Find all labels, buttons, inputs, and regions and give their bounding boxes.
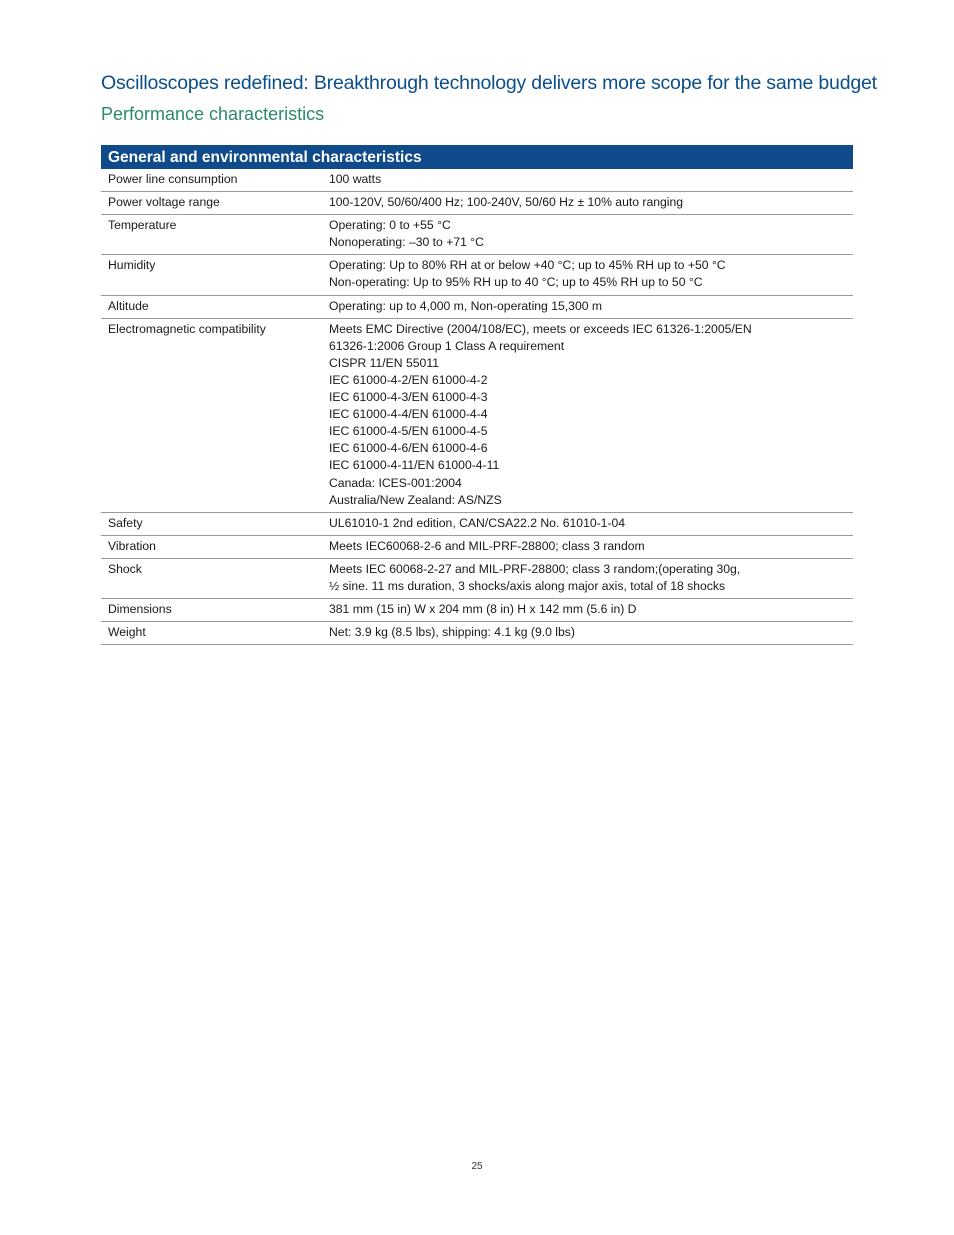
row-value [329, 298, 853, 315]
value-line: CISPR 11/EN 55011 [329, 355, 439, 370]
value-line: UL61010-1 2nd edition, CAN/CSA22.2 No. 61010-1-04 [329, 515, 626, 530]
value-line: Non-operating: Up to 95% RH up to 40 °C; up to 45% RH up to 50 °C [329, 275, 703, 290]
row-value [329, 561, 853, 595]
value-line: Canada: ICES-001:2004 [329, 475, 462, 490]
page-number: 25 [471, 1161, 483, 1172]
page-title: Oscilloscopes redefined: Breakthrough technology delivers more scope for the same budget [101, 72, 877, 94]
value-line: 100 watts [329, 172, 382, 186]
row-label: Vibration [108, 538, 156, 553]
value-line: 381 mm (15 in) W x 204 mm (8 in) H x 142 mm (5.6 in) D [329, 602, 637, 617]
row-value [329, 217, 853, 251]
value-line: Meets IEC 60068-2-27 and MIL-PRF-28800; class 3 random;(operating 30g, [329, 561, 741, 576]
table-row [101, 599, 853, 622]
value-line: IEC 61000-4-2/EN 61000-4-2 [329, 372, 488, 387]
table-row [101, 319, 853, 513]
value-line: Operating: up to 4,000 m, Non-operating 15,300 m [329, 298, 603, 313]
value-line: IEC 61000-4-6/EN 61000-4-6 [329, 441, 488, 456]
value-line: Meets EMC Directive (2004/108/EC), meets or exceeds IEC 61326-1:2005/EN [329, 321, 752, 336]
table-row [101, 513, 853, 536]
row-label: Humidity [108, 258, 156, 273]
table-row [101, 169, 853, 192]
value-line: IEC 61000-4-11/EN 61000-4-11 [329, 458, 500, 473]
table-row [101, 255, 853, 295]
row-value [329, 257, 853, 291]
row-label: Temperature [108, 218, 177, 233]
value-line: Australia/New Zealand: AS/NZS [329, 492, 502, 507]
value-line: Operating: 0 to +55 °C [329, 218, 451, 233]
table-row [101, 296, 853, 319]
row-value [329, 171, 853, 188]
row-value [329, 601, 853, 618]
row-label: Weight [108, 625, 146, 640]
value-line: Meets IEC60068-2-6 and MIL-PRF-28800; class 3 random [329, 538, 645, 553]
table-row [101, 559, 853, 599]
value-line: Operating: Up to 80% RH at or below +40 °C; up to 45% RH up to +50 °C [329, 258, 726, 273]
table-row [101, 192, 853, 215]
row-label: Safety [108, 515, 143, 530]
table-header: General and environmental characteristics [101, 145, 853, 169]
value-line: IEC 61000-4-4/EN 61000-4-4 [329, 407, 488, 422]
section-subtitle: Performance characteristics [101, 104, 325, 124]
value-line: Net: 3.9 kg (8.5 lbs), shipping: 4.1 kg (9.0 lbs) [329, 625, 575, 640]
row-label: Shock [108, 561, 142, 576]
value-line: IEC 61000-4-3/EN 61000-4-3 [329, 390, 488, 405]
value-line: 100-120V, 50/60/400 Hz; 100-240V, 50/60 Hz ± 10% auto ranging [329, 195, 684, 210]
spec-table [101, 145, 853, 645]
value-line: IEC 61000-4-5/EN 61000-4-5 [329, 424, 488, 439]
value-line: 61326-1:2006 Group 1 Class A requirement [329, 338, 565, 353]
row-label: Dimensions [108, 602, 172, 617]
row-value [329, 194, 853, 211]
row-label: Power voltage range [108, 195, 220, 210]
table-row [101, 622, 853, 645]
row-label: Electromagnetic compatibility [108, 321, 266, 336]
row-value [329, 538, 853, 555]
row-value [329, 624, 853, 641]
value-line: ½ sine. 11 ms duration, 3 shocks/axis along major axis, total of 18 shocks [329, 578, 726, 593]
row-label: Power line consumption [108, 172, 238, 186]
table-row [101, 215, 853, 255]
table-row [101, 536, 853, 559]
row-value [329, 321, 853, 509]
value-line: Nonoperating: –30 to +71 °C [329, 235, 484, 250]
row-label: Altitude [108, 298, 149, 313]
row-value [329, 515, 853, 532]
